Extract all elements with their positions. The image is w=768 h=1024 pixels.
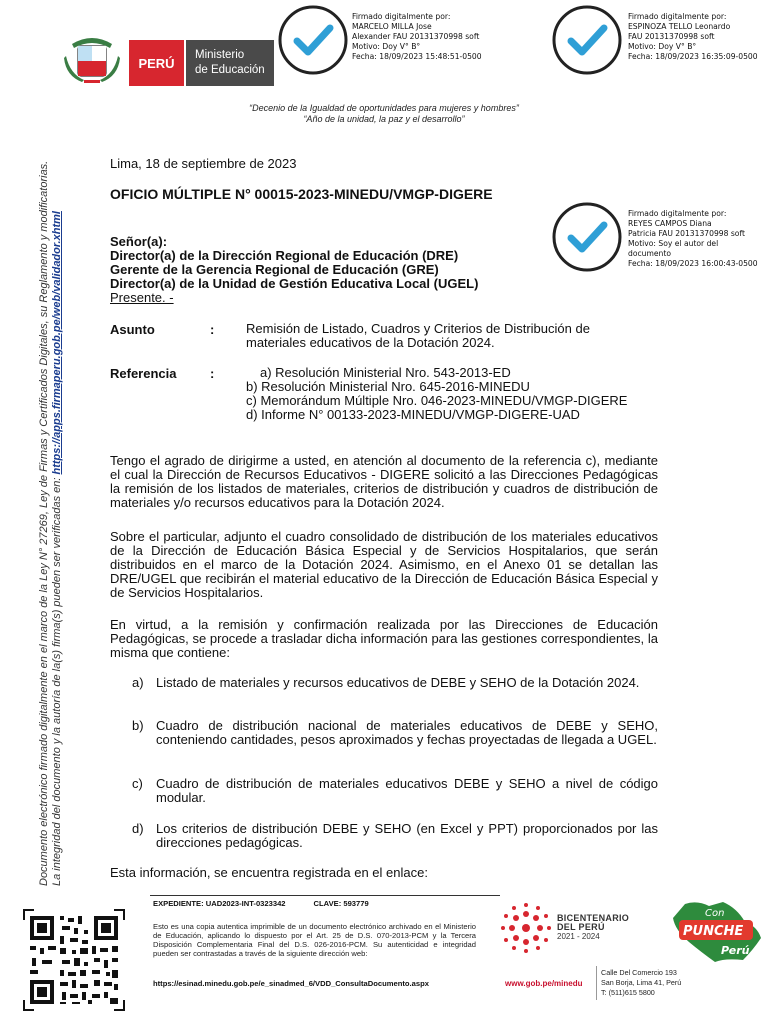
gob-pe-link[interactable]: www.gob.pe/minedu [505,979,583,988]
list-item: c) Cuadro de distribución de materiales educativos DEBE y SEHO a nivel de código modular. [132,776,658,805]
paragraph: En virtud, a la remisión y confirmación realizada por las Direcciones de Educación Pedagógicas, se procede a trasladar dicha información para las gestiones correspondientes, la misma que contiene: [110,617,658,660]
referencia-colon: : [210,366,215,381]
asunto-label: Asunto [110,322,155,337]
address-block: Calle Del Comercio 193 San Borja, Lima 41, Perú T: (511)615 5800 [601,968,682,997]
digital-signature-legend: Documento electrónico firmado digitalmente en el marco de la Ley N° 27269, Ley de Firmas y Certificados Digitales, su Reglamento y modificatorias. La integridad del documento y la autoría de la(s) firma(s) pueden ser verificadas en: https://apps.firmaperu.gob.pe/web/validador.xhtml [38,160,63,886]
asunto-colon: : [210,322,215,337]
letter-date: Lima, 18 de septiembre de 2023 [110,156,297,171]
validator-link[interactable]: https://apps.firmaperu.gob.pe/web/validador.xhtml [51,211,63,475]
signature-check-icon [277,4,349,76]
signature-block-2: Firmado digitalmente por: ESPINOZA TELLO Leonardo FAU 20131370998 soft Motivo: Doy V° B° Fecha: 18/09/2023 16:35:09-0500 [628,12,758,61]
asunto-text: Remisión de Listado, Cuadros y Criterios de Distribución de materiales educativos de la Dotación 2024. [246,321,590,350]
con-punche-peru-logo [665,898,767,964]
list-item: a) Listado de materiales y recursos educativos de DEBE y SEHO de la Dotación 2024. [132,675,640,690]
oficio-title: OFICIO MÚLTIPLE N° 00015-2023-MINEDU/VMGP-DIGERE [110,186,493,202]
decenio-motto: “Decenio de la Igualdad de oportunidades para mujeres y hombres” “Año de la unidad, la paz y el desarrollo” [249,103,519,124]
paragraph: Sobre el particular, adjunto el cuadro consolidado de distribución de los materiales educativos de la Dirección de Educación Básica Especial y de Servicios Hospitalarios, que serán distribuidos en el marco de la Dotación 2024. Asimismo, en el Anexo 01 se detallan las DRE/UGEL que recibirán el material educativo de la Dirección de Educación Básica Especial y de Servicios Hospitalarios. [110,529,658,600]
recipients-block: Señor(a): Director(a) de la Dirección Regional de Educación (DRE) Gerente de la Gerencia Regional de Educación (GRE) Director(a) de la Unidad de Gestión Educativa Local (UGEL) Presente. - [110,234,479,305]
referencia-item: a) Resolución Ministerial Nro. 543-2013-ED [260,365,511,380]
referencia-item: b) Resolución Ministerial Nro. 645-2016-MINEDU [246,379,530,394]
list-item: d) Los criterios de distribución DEBE y SEHO (en Excel y PPT) proporcionados por las direcciones pedagógicas. [132,821,658,850]
paragraph: Tengo el agrado de dirigirme a usted, en atención al documento de la referencia c), mediante el cual la Dirección de Recursos Educativos - DIGERE solicitó a las Direcciones Pedagógicas la remisión de los listados de materiales, criterios de distribución y cuadros de distribución de materiales y/o recursos educativos para la Dotación 2024. [110,453,658,510]
qr-code-icon[interactable] [22,908,126,1012]
bicentenario-logo [500,902,552,954]
peru-label: PERÚ [129,40,184,86]
ministerio-label: Ministerio de Educación [186,40,274,86]
signature-block-1: Firmado digitalmente por: MARCELO MILLA Jose Alexander FAU 20131370998 soft Motivo: Doy V° B° Fecha: 18/09/2023 15:48:51-0500 [352,12,482,61]
punche-word-peru: Perú [721,944,750,957]
list-item: b) Cuadro de distribución nacional de materiales educativos de DEBE y SEHO, conteniendo cantidades, pesos aproximados y fechas proyectadas de llegada a UGEL. [132,718,658,747]
referencia-item: c) Memorándum Múltiple Nro. 046-2023-MINEDU/VMGP-DIGERE [246,393,628,408]
expediente-label: EXPEDIENTE: UAD2023-INT-0323342 CLAVE: 593779 [153,899,369,908]
footer-divider [150,895,500,896]
closing-line: Esta información, se encuentra registrada en el enlace: [110,865,428,880]
signature-check-icon [551,4,623,76]
signature-block-3: Firmado digitalmente por: REYES CAMPOS Diana Patricia FAU 20131370998 soft Motivo: Soy el autor del documento Fecha: 18/09/2023 16:00:43-0500 [628,209,758,268]
referencias-list [246,366,666,422]
authenticity-note: Esto es una copia autentica imprimible de un documento electrónico archivado en el Ministerio de Educación, aplicando lo dispuesto por el Art. 25 de D.S. 070-2013-PCM y la Tercera Disposición Complementaria Final del D.S. 026-2016-PCM. Su autenticidad e integridad pueden ser contrastadas a través de la siguiente dirección web: [153,922,476,958]
bicentenario-text: BICENTENARIO DEL PERÚ 2021 - 2024 [557,913,630,941]
address-divider [596,966,597,1000]
consulta-url-link[interactable]: https://esinad.minedu.gob.pe/e_sinadmed_6/VDD_ConsultaDocumento.aspx [153,979,429,988]
referencia-item: d) Informe N° 00133-2023-MINEDU/VMGP-DIGERE-UAD [246,407,580,422]
peru-coat-of-arms-logo [62,30,122,86]
punche-word-punche: PUNCHE [683,924,744,939]
referencia-label: Referencia [110,366,177,381]
punche-word-con: Con [705,908,725,919]
signature-check-icon [551,201,623,273]
